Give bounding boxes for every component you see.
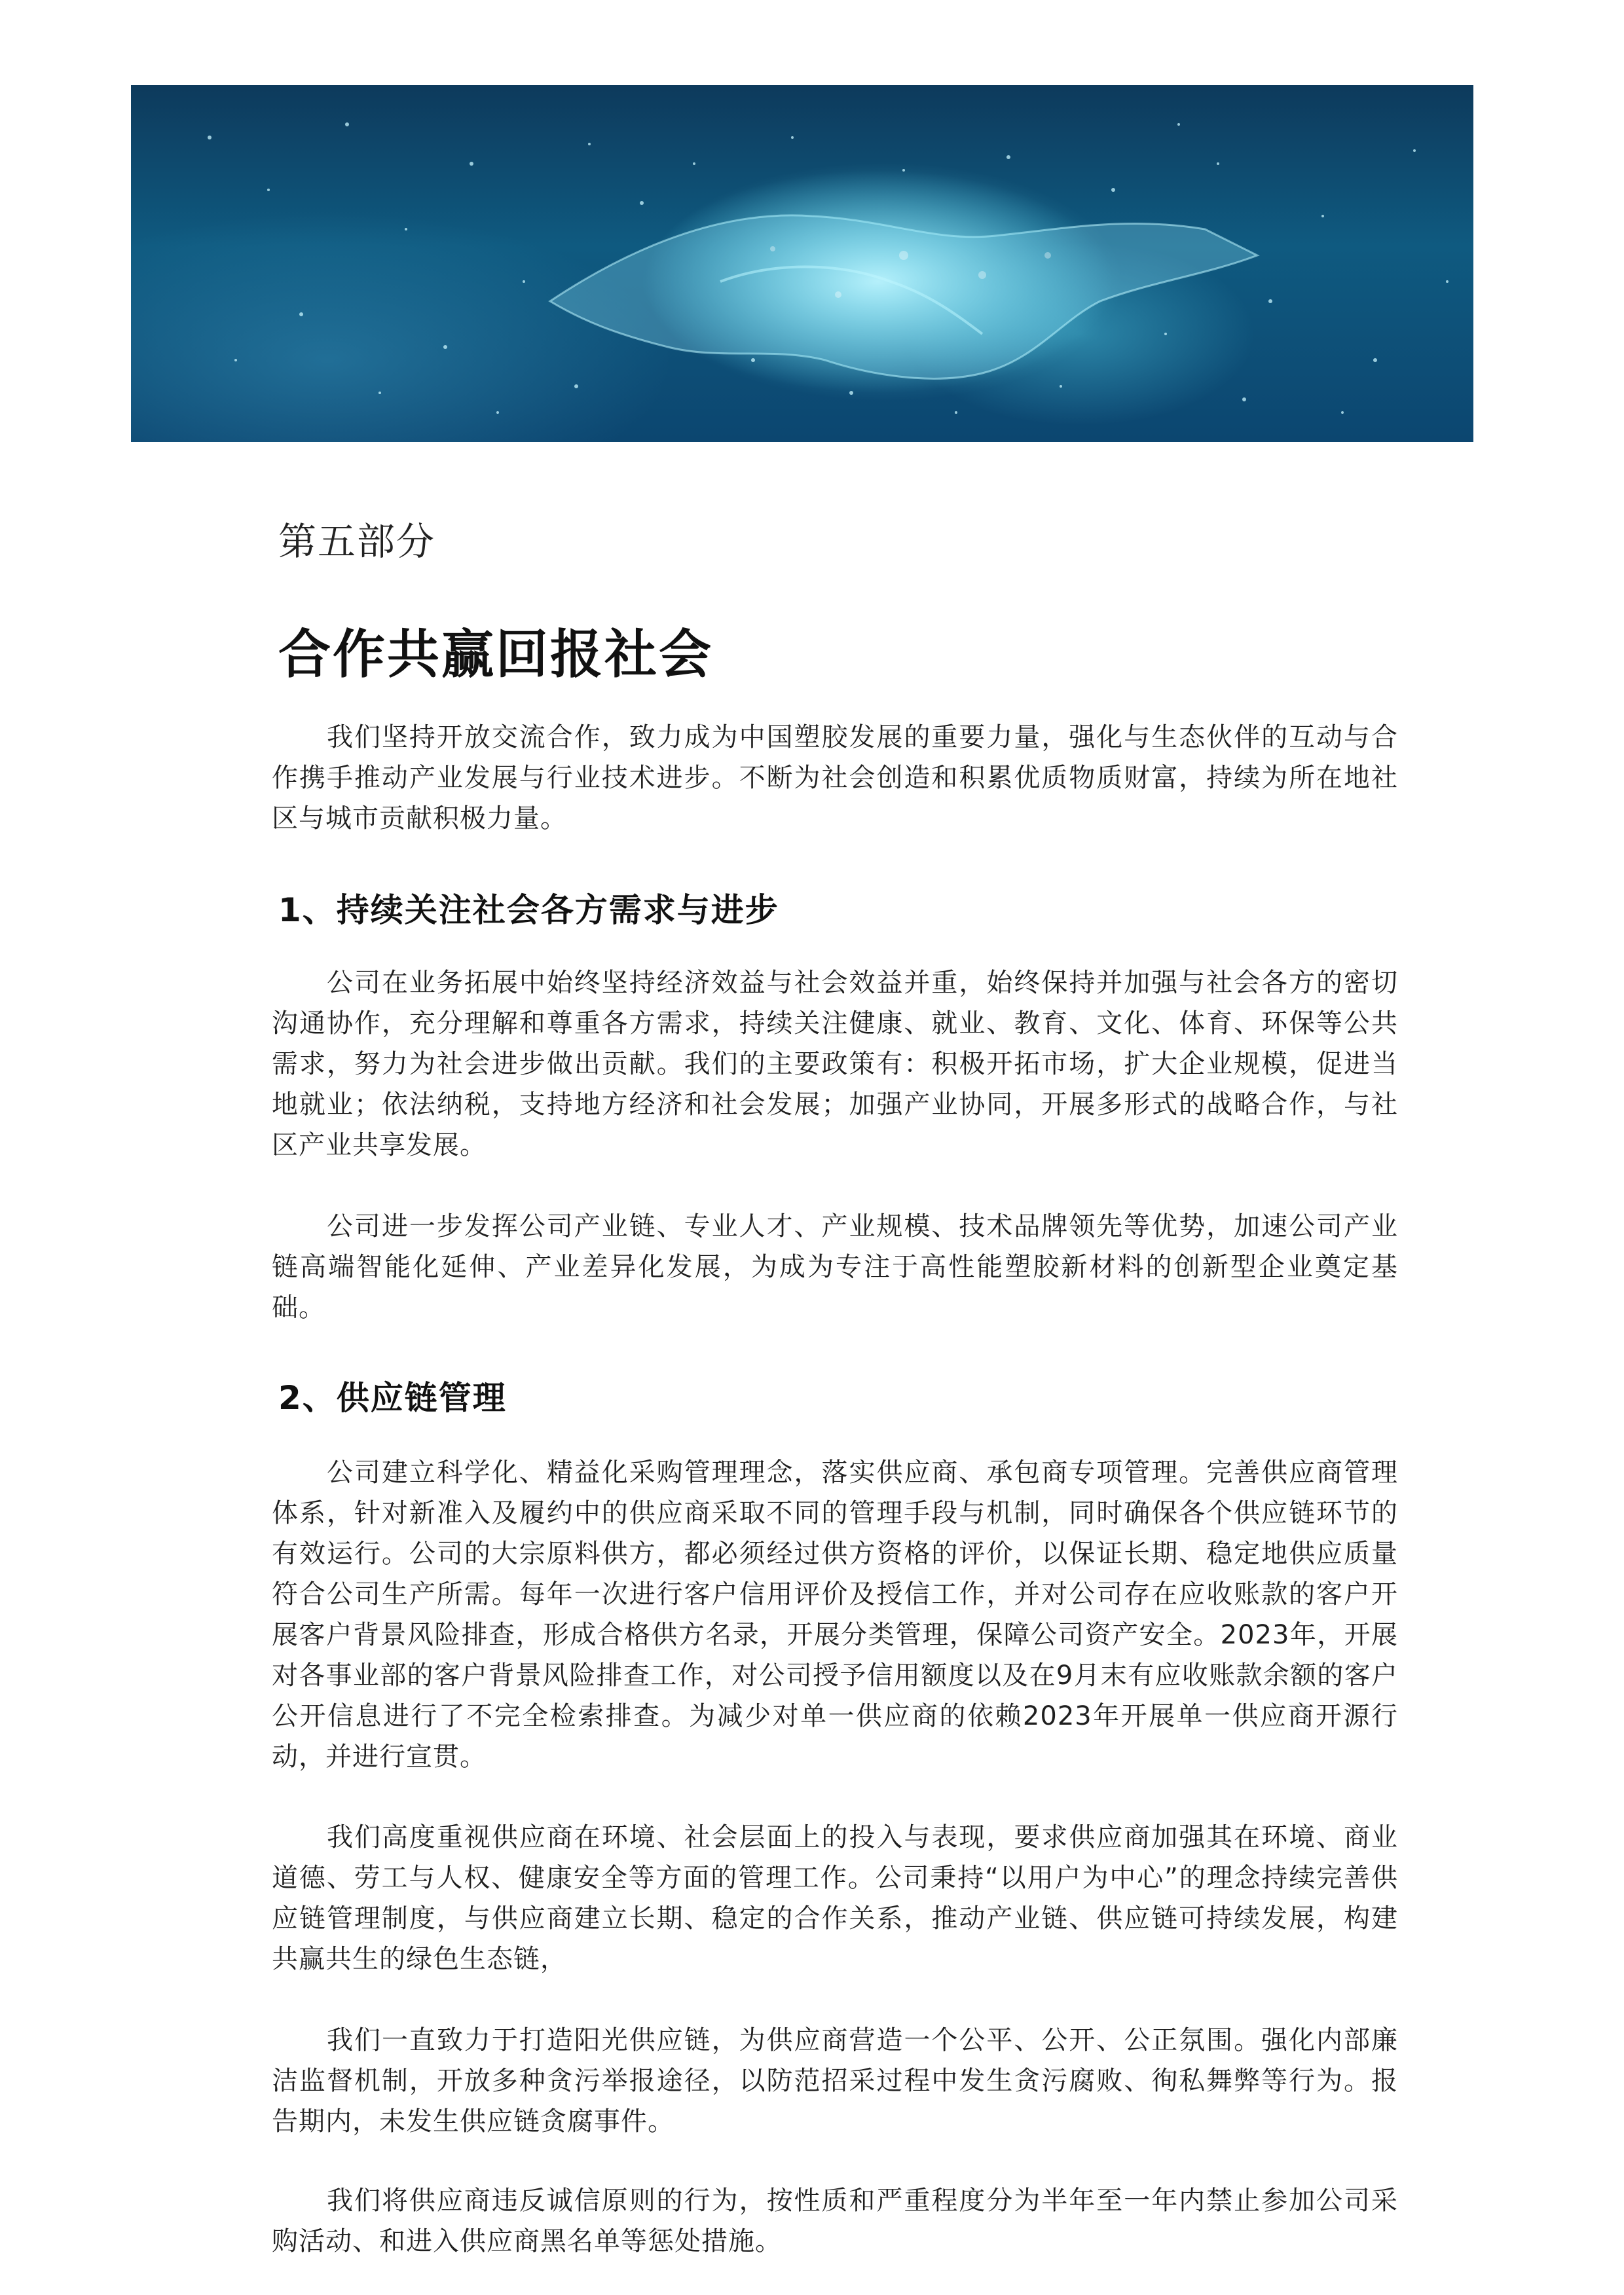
paragraph-social-needs-1: 公司在业务拓展中始终坚持经济效益与社会效益并重，始终保持并加强与社会各方的密切沟通协作，充分理解和尊重各方需求，持续关注健康、就业、教育、文化、体育、环保等公共需求，努力为社会进步做出贡献。我们的主要政策有：积极开拓市场，扩大企业规模，促进当地就业；依法纳税，支持地方经济和社会发展；加强产业协同，开展多形式的战略合作，与社区产业共享发展。 [272,968,1398,1160]
section-label: 第五部分 [278,519,436,564]
paragraph-supply-chain-3: 我们一直致力于打造阳光供应链，为供应商营造一个公平、公开、公正氛围。强化内部廉洁监督机制，开放多种贪污举报途径，以防范招采过程中发生贪污腐败、徇私舞弊等行为。报告期内，未发生供应链贪腐事件。 [272,2025,1398,2137]
header-banner-image [131,85,1473,442]
section-title: 合作共赢回报社会 [278,624,713,685]
paragraph-supply-chain-1: 公司建立科学化、精益化采购管理理念，落实供应商、承包商专项管理。完善供应商管理体系，针对新准入及履约中的供应商采取不同的管理手段与机制，同时确保各个供应链环节的有效运行。公司的大宗原料供方，都必须经过供方资格的评价，以保证长期、稳定地供应质量符合公司生产所需。每年一次进行客户信用评价及授信工作，并对公司存在应收账款的客户开展客户背景风险排查，形成合格供方名录，开展分类管理，保障公司资产安全。2023年，开展对各事业部的客户背景风险排查工作，对公司授予信用额度以及在9月末有应收账款余额的客户公开信息进行了不完全检索排查。为减少对单一供应商的依赖2023年开展单一供应商开源行动，并进行宣贯。 [272,1458,1398,1772]
paragraph-supply-chain-2: 我们高度重视供应商在环境、社会层面上的投入与表现，要求供应商加强其在环境、商业道德、劳工与人权、健康安全等方面的管理工作。公司秉持“以用户为中心”的理念持续完善供应链管理制度，与供应商建立长期、稳定的合作关系，推动产业链、供应链可持续发展，构建共赢共生的绿色生态链， [272,1822,1398,1974]
heading-social-needs: 1、持续关注社会各方需求与进步 [278,891,779,929]
heading-supply-chain: 2、供应链管理 [278,1379,507,1417]
handshake-illustration-icon [131,85,1473,442]
paragraph-supply-chain-4: 我们将供应商违反诚信原则的行为，按性质和严重程度分为半年至一年内禁止参加公司采购活动、和进入供应商黑名单等惩处措施。 [272,2186,1398,2256]
intro-paragraph: 我们坚持开放交流合作，致力成为中国塑胶发展的重要力量，强化与生态伙伴的互动与合作携手推动产业发展与行业技术进步。不断为社会创造和积累优质物质财富，持续为所在地社区与城市贡献积极力量。 [272,722,1398,834]
paragraph-social-needs-2: 公司进一步发挥公司产业链、专业人才、产业规模、技术品牌领先等优势，加速公司产业链高端智能化延伸、产业差异化发展，为成为专注于高性能塑胶新材料的创新型企业奠定基础。 [272,1211,1398,1323]
